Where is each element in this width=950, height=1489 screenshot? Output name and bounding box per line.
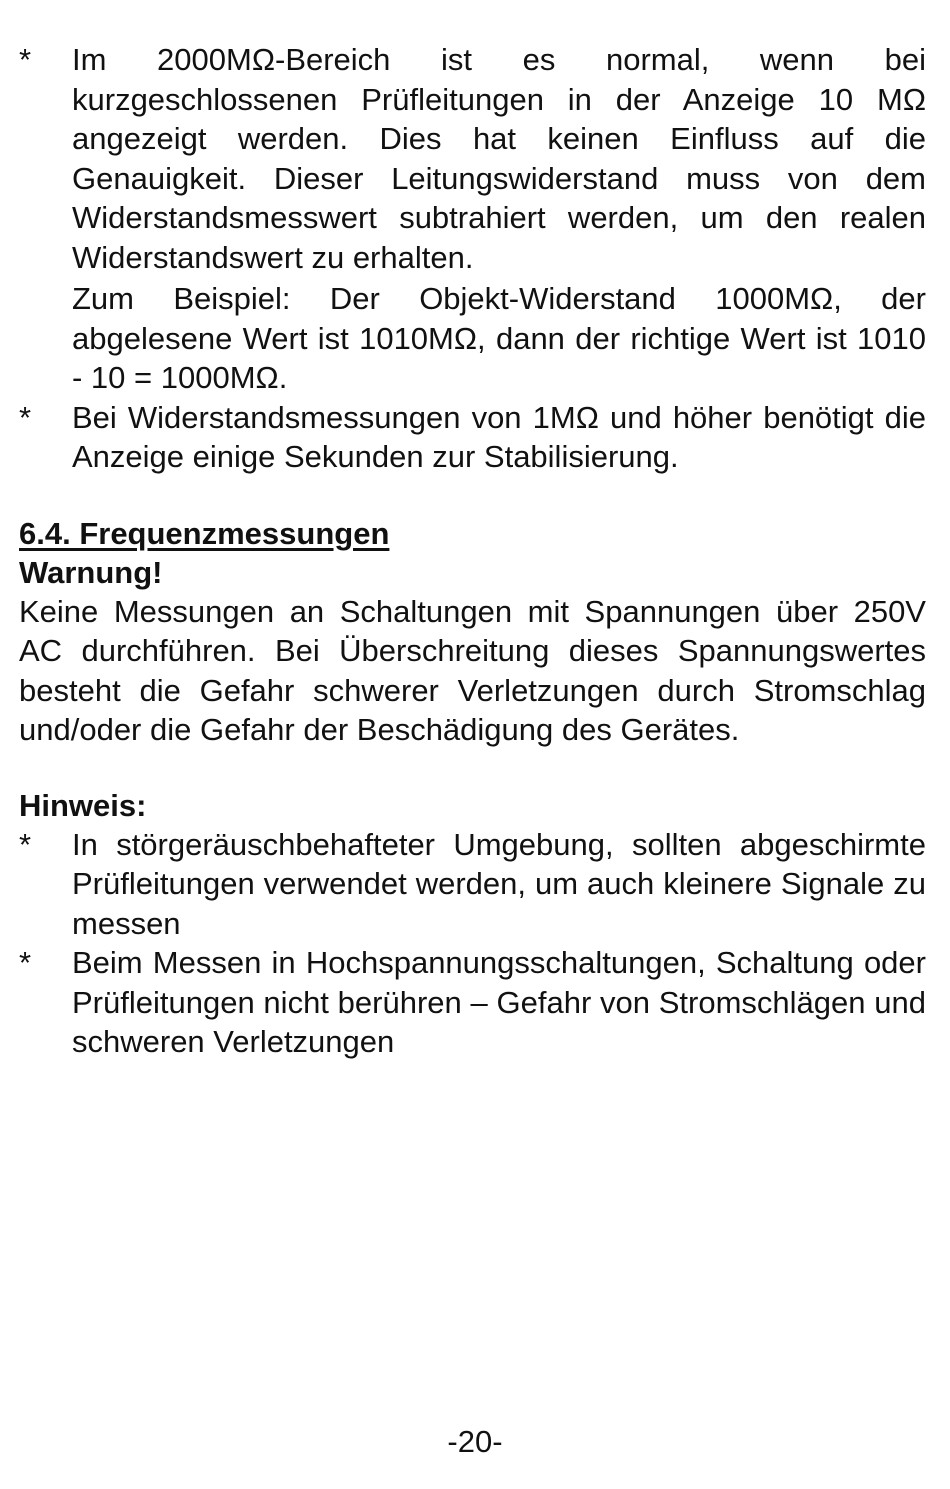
note-text: Beim Messen in Hochspannungsschaltungen, Schaltung oder Prüfleitungen nicht berühren – Gefahr von Stromschlägen und schweren Verletzungen <box>72 945 926 1059</box>
warning-label: Warnung! <box>19 554 163 590</box>
note-item <box>19 825 926 944</box>
bullet-marker: * <box>19 42 32 77</box>
bullet-paragraph: Im 2000MΩ-Bereich ist es normal, wenn bei kurzgeschlossenen Prüfleitungen in der Anzeige 10 MΩ angezeigt werden. Dies hat keinen Einfluss auf die Genauigkeit. Dieser Leitungswiderstand muss von dem Widerstandsmesswert subtrahiert werden, um den realen Widerstandswert zu erhalten. <box>72 42 926 275</box>
bullet-paragraph-example: Zum Beispiel: Der Objekt-Widerstand 1000MΩ, der abgelesene Wert ist 1010MΩ, dann der richtige Wert ist 1010 - 10 = 1000MΩ. <box>72 281 926 395</box>
note-label: Hinweis: <box>19 787 147 823</box>
bullet-paragraph: Bei Widerstandsmessungen von 1MΩ und höher benötigt die Anzeige einige Sekunden zur Stabilisierung. <box>72 399 926 474</box>
bullet-item <box>19 40 926 398</box>
document-page <box>19 40 926 1062</box>
bullet-content <box>72 398 926 477</box>
note-item <box>19 943 926 1062</box>
bullet-marker: * <box>19 399 32 435</box>
warning-text: Keine Messungen an Schaltungen mit Spannungen über 250V AC durchführen. Bei Überschreitung dieses Spannungswertes besteht die Gefahr schwerer Verletzungen durch Stromschlag und/oder die Gefahr der Beschädigung des Gerätes. <box>19 593 926 747</box>
section-heading: 6.4. Frequenzmessungen <box>19 515 390 551</box>
bullet-item <box>19 398 926 477</box>
note-text: In störgeräuschbehafteter Umgebung, sollten abgeschirmte Prüfleitungen verwendet werden, um auch kleinere Signale zu messen <box>72 826 926 941</box>
bullet-marker: * <box>19 945 32 980</box>
bullet-marker: * <box>19 826 32 862</box>
bullet-content <box>72 40 926 398</box>
page-number: -20- <box>447 1424 503 1459</box>
